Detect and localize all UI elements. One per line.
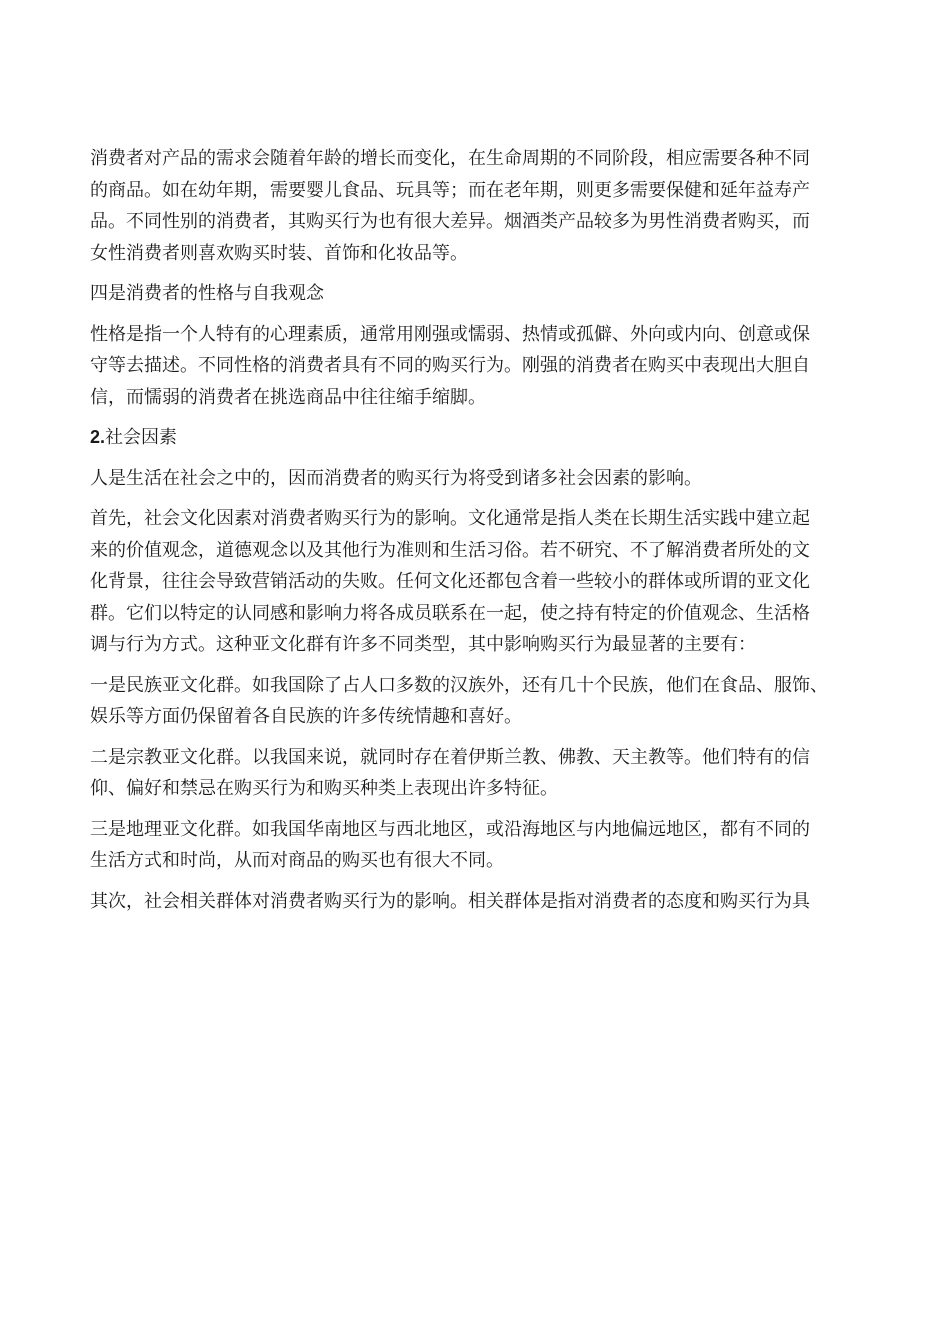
text-line: 首先，社会文化因素对消费者购买行为的影响。文化通常是指人类在长期生活实践中建立起 — [90, 508, 810, 529]
text-line: 调与行为方式。这种亚文化群有许多不同类型，其中影响购买行为最显著的主要有： — [90, 634, 756, 655]
text-line: 女性消费者则喜欢购买时装、首饰和化妆品等。 — [90, 242, 468, 264]
text-line: 其次，社会相关群体对消费者购买行为的影响。相关群体是指对消费者的态度和购买行为具 — [90, 890, 810, 912]
text-line: 来的价值观念，道德观念以及其他行为准则和生活习俗。若不研究、不了解消费者所处的文 — [90, 539, 810, 561]
text-line: 仰、偏好和禁忌在购买行为和购买种类上表现出许多特征。 — [90, 778, 558, 799]
document-page — [90, 143, 860, 926]
paragraph-personality — [90, 319, 860, 414]
text-line: 群。它们以特定的认同感和影响力将各成员联系在一起，使之持有特定的价值观念、生活格 — [90, 602, 810, 624]
paragraph-geographic-subculture — [90, 814, 860, 877]
paragraph-ethnic-subculture — [90, 670, 860, 733]
text-line: 性格是指一个人特有的心理素质，通常用刚强或懦弱、热情或孤僻、外向或内向、创意或保 — [90, 323, 810, 345]
text-line: 守等去描述。不同性格的消费者具有不同的购买行为。刚强的消费者在购买中表现出大胆自 — [90, 355, 810, 376]
text-line: 消费者对产品的需求会随着年龄的增长而变化，在生命周期的不同阶段，相应需要各种不同 — [90, 148, 810, 169]
text-line: 生活方式和时尚，从而对商品的购买也有很大不同。 — [90, 850, 504, 871]
text-line: 三是地理亚文化群。如我国华南地区与西北地区，或沿海地区与内地偏远地区，都有不同的 — [90, 818, 810, 840]
text-line: 二是宗教亚文化群。以我国来说，就同时存在着伊斯兰教、佛教、天主教等。他们特有的信 — [90, 746, 810, 768]
section-number: 2. — [90, 427, 106, 447]
paragraph-reference-groups — [90, 886, 860, 918]
paragraph-social-intro — [90, 463, 860, 495]
paragraph-culture — [90, 503, 860, 661]
text-line: 的商品。如在幼年期，需要婴儿食品、玩具等；而在老年期，则更多需要保健和延年益寿产 — [90, 179, 810, 201]
section-heading-social-factors — [90, 422, 860, 454]
subheading-personality — [90, 278, 860, 310]
text-line: 一是民族亚文化群。如我国除了占人口多数的汉族外，还有几十个民族，他们在食品、服饰、 — [90, 674, 828, 696]
text-line: 四是消费者的性格与自我观念 — [90, 283, 324, 304]
text-line: 信，而懦弱的消费者在挑选商品中往往缩手缩脚。 — [90, 386, 486, 408]
paragraph-religious-subculture — [90, 742, 860, 805]
text-line: 人是生活在社会之中的，因而消费者的购买行为将受到诸多社会因素的影响。 — [90, 467, 702, 489]
text-line: 化背景，往往会导致营销活动的失败。任何文化还都包含着一些较小的群体或所谓的亚文化 — [90, 571, 810, 592]
text-line: 品。不同性别的消费者，其购买行为也有很大差异。烟酒类产品较多为男性消费者购买，而 — [90, 211, 810, 232]
paragraph-age-gender — [90, 143, 860, 269]
text-line: 娱乐等方面仍保留着各自民族的许多传统情趣和喜好。 — [90, 706, 522, 727]
section-title: 社会因素 — [105, 427, 178, 448]
